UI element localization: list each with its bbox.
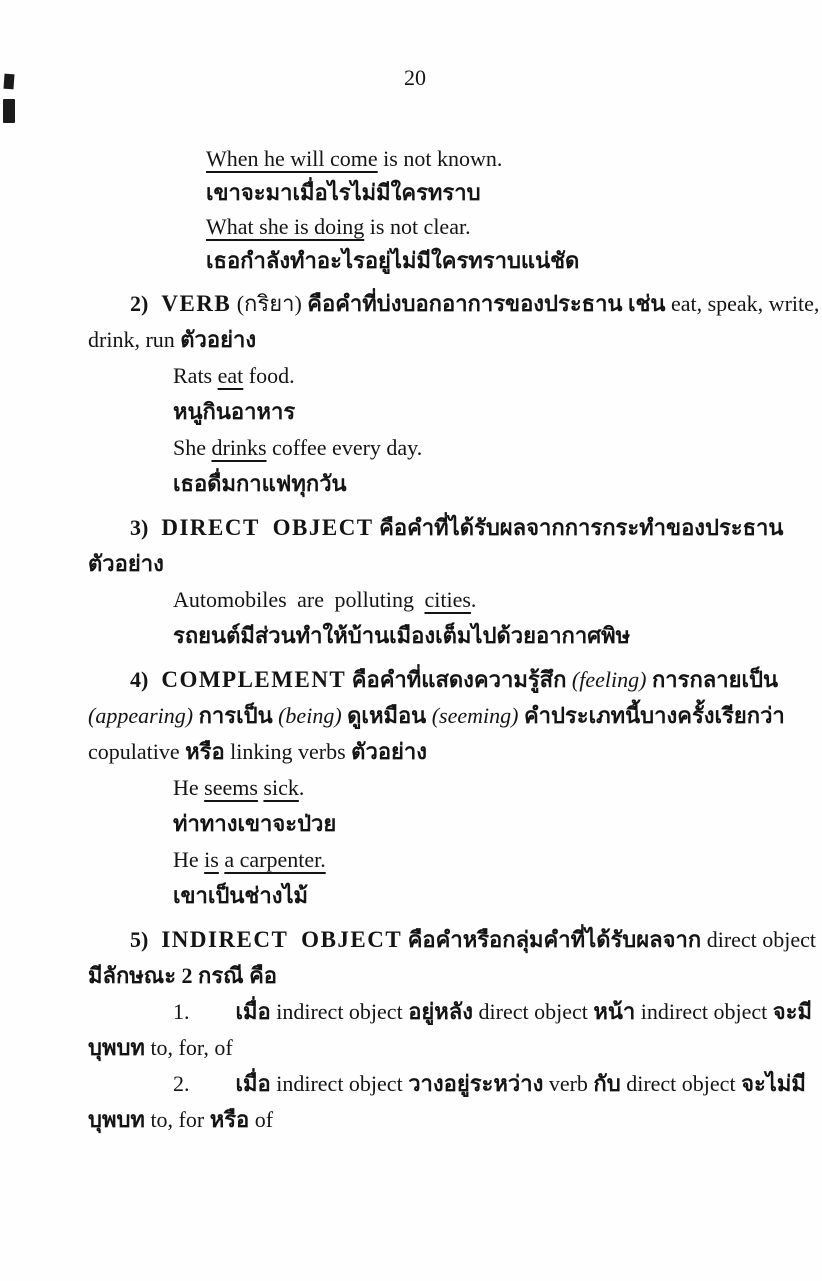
example-translation-th: เขาจะมาเมื่อไรไม่มีใครทราบ (206, 180, 481, 205)
section-indirect-object (88, 922, 817, 1138)
example-sentence-en: When he will come is not known. (206, 146, 503, 171)
example-sentence-en: He is a carpenter. (173, 847, 326, 872)
page-number: 20 (404, 65, 426, 90)
example-sentence-en: What she is doing is not clear. (206, 214, 471, 239)
example-translation-th: เขาเป็นช่างไม้ (173, 883, 309, 908)
section-complement-description: (appearing) การเป็น (being) ดูเหมือน (seeming) คำประเภทนี้บางครั้งเรียกว่า (88, 703, 785, 728)
section-indirect-object-description: มีลักษณะ 2 กรณี คือ (88, 963, 278, 988)
section-verb (88, 286, 820, 502)
document-page (0, 65, 822, 1281)
section-direct-object-description: ตัวอย่าง (88, 551, 164, 576)
section-direct-object-heading: 3) DIRECT OBJECT คือคำที่ได้รับผลจากการกระทำของประธาน (130, 515, 784, 540)
scan-artifact (3, 74, 14, 90)
section-indirect-object-heading: 5) INDIRECT OBJECT คือคำหรือกลุ่มคำที่ได้รับผลจาก direct object (130, 927, 817, 952)
example-translation-th: รถยนต์มีส่วนทำให้บ้านเมืองเต็มไปด้วยอากาศพิษ (173, 623, 631, 648)
section-verb-description: drink, run ตัวอย่าง (88, 327, 257, 352)
example-sentence-en: Automobiles are polluting cities. (173, 587, 477, 612)
example-translation-th: เธอดื่มกาแฟทุกวัน (173, 471, 347, 496)
list-item-continuation: บุพบท to, for, of (88, 1035, 233, 1060)
list-item (173, 1066, 806, 1102)
example-translation-th: ท่าทางเขาจะป่วย (173, 811, 337, 836)
section-complement-examples (173, 770, 742, 914)
example-sentence-en: He seems sick. (173, 775, 305, 800)
example-sentence-en: She drinks coffee every day. (173, 435, 423, 460)
section-direct-object (88, 510, 784, 654)
intro-examples-block (206, 142, 742, 278)
section-direct-object-examples (173, 582, 742, 654)
list-item-text: 2. เมื่อ indirect object วางอยู่ระหว่าง verb กับ direct object จะไม่มี (173, 1071, 806, 1096)
scanned-page (0, 65, 822, 1281)
scan-artifact (3, 99, 15, 123)
section-complement-heading: 4) COMPLEMENT คือคำที่แสดงความรู้สึก (feeling) การกลายเป็น (130, 667, 779, 692)
list-item-text: 1. เมื่อ indirect object อยู่หลัง direct object หน้า indirect object จะมี (173, 999, 812, 1024)
section-complement (88, 662, 785, 914)
example-sentence-en: Rats eat food. (173, 363, 295, 388)
section-verb-heading: 2) VERB (กริยา) คือคำที่บ่งบอกอาการของประธาน เช่น eat, speak, write, (130, 291, 820, 316)
example-translation-th: หนูกินอาหาร (173, 399, 296, 424)
list-item (173, 994, 812, 1030)
section-verb-examples (173, 358, 742, 502)
section-complement-description: copulative หรือ linking verbs ตัวอย่าง (88, 739, 428, 764)
example-translation-th: เธอกำลังทำอะไรอยู่ไม่มีใครทราบแน่ชัด (206, 248, 580, 273)
list-item-continuation: บุพบท to, for หรือ of (88, 1107, 274, 1132)
